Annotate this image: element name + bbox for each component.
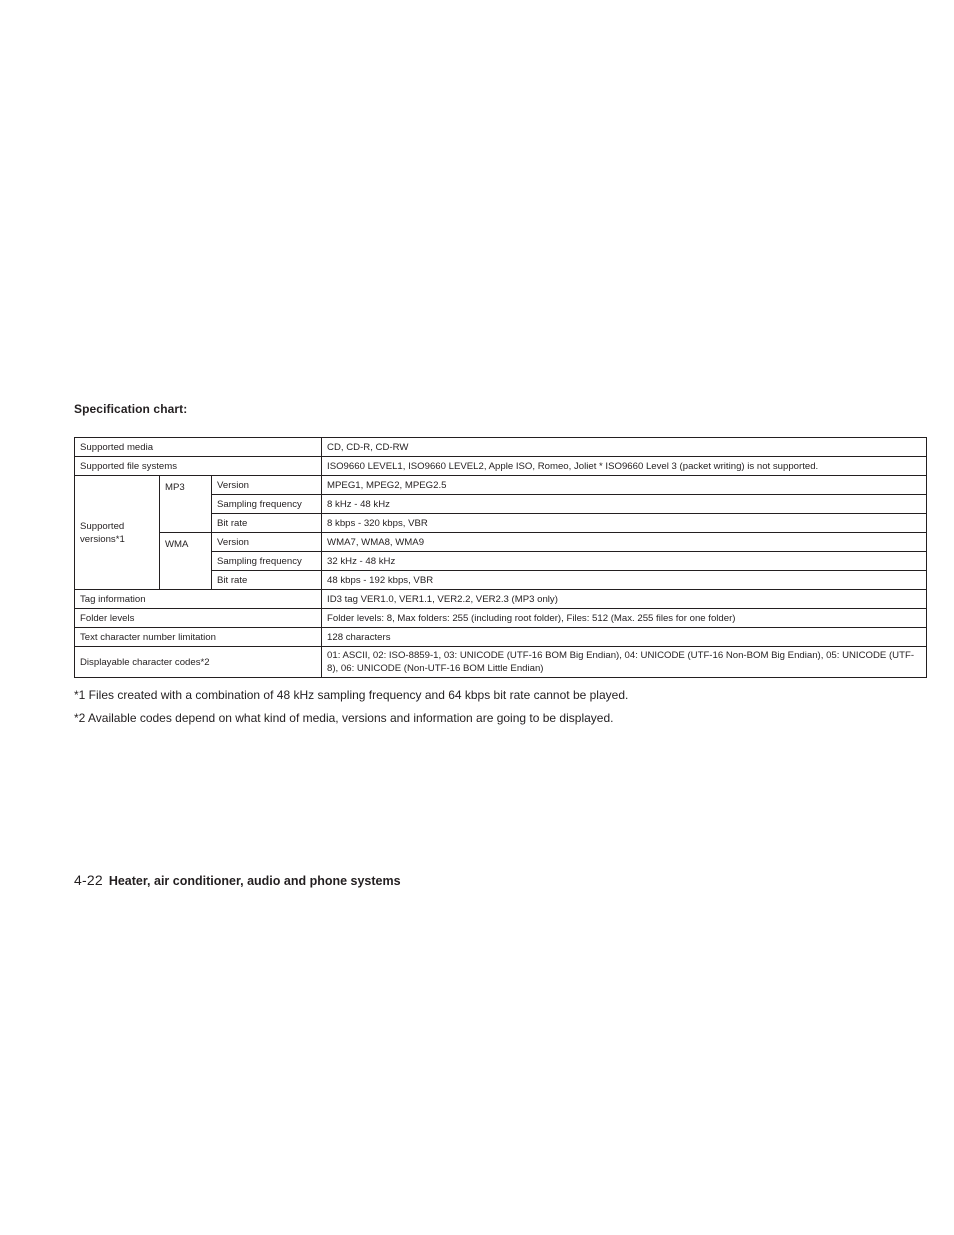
page-number: 4-22 [74, 872, 103, 888]
row-label: Supported file systems [75, 457, 322, 476]
property-label: Bit rate [212, 571, 322, 590]
property-label: Sampling frequency [212, 552, 322, 571]
table-row [75, 438, 927, 457]
table-row [75, 590, 927, 609]
table-row [75, 609, 927, 628]
footnote-1: *1 Files created with a combination of 48 kHz sampling frequency and 64 kbps bit rate cannot be played. [74, 688, 629, 702]
table-row [75, 457, 927, 476]
footnote-2: *2 Available codes depend on what kind of media, versions and information are going to be displayed. [74, 711, 614, 725]
row-value: ID3 tag VER1.0, VER1.1, VER2.2, VER2.3 (MP3 only) [322, 590, 927, 609]
row-value: 128 characters [322, 628, 927, 647]
property-value: 48 kbps - 192 kbps, VBR [322, 571, 927, 590]
property-label: Sampling frequency [212, 495, 322, 514]
section-title: Heater, air conditioner, audio and phone systems [108, 874, 401, 888]
row-value: Folder levels: 8, Max folders: 255 (including root folder), Files: 512 (Max. 255 files for one folder) [322, 609, 927, 628]
row-value: CD, CD-R, CD-RW [322, 438, 927, 457]
row-label: Tag information [75, 590, 322, 609]
supported-versions-label: Supported versions*1 [75, 476, 160, 590]
format-mp3: MP3 [160, 476, 212, 533]
row-label: Text character number limitation [75, 628, 322, 647]
row-value: 01: ASCII, 02: ISO-8859-1, 03: UNICODE (UTF-16 BOM Big Endian), 04: UNICODE (UTF-16 Non-BOM Big Endian), 05: UNICODE (UTF-8), 06: UNICODE (Non-UTF-16 BOM Little Endian) [322, 647, 927, 678]
table-row [75, 476, 927, 495]
property-value: 8 kbps - 320 kbps, VBR [322, 514, 927, 533]
property-value: WMA7, WMA8, WMA9 [322, 533, 927, 552]
spec-chart-heading: Specification chart: [74, 402, 188, 416]
row-label: Supported media [75, 438, 322, 457]
table-row [75, 628, 927, 647]
row-value: ISO9660 LEVEL1, ISO9660 LEVEL2, Apple ISO, Romeo, Joliet * ISO9660 Level 3 (packet writing) is not supported. [322, 457, 927, 476]
page-footer [74, 872, 401, 890]
format-wma: WMA [160, 533, 212, 590]
property-value: MPEG1, MPEG2, MPEG2.5 [322, 476, 927, 495]
specification-table [74, 437, 927, 678]
row-label: Folder levels [75, 609, 322, 628]
property-value: 8 kHz - 48 kHz [322, 495, 927, 514]
property-label: Version [212, 476, 322, 495]
table-row [75, 533, 927, 552]
property-value: 32 kHz - 48 kHz [322, 552, 927, 571]
property-label: Version [212, 533, 322, 552]
row-label: Displayable character codes*2 [75, 647, 322, 678]
property-label: Bit rate [212, 514, 322, 533]
table-row [75, 647, 927, 678]
